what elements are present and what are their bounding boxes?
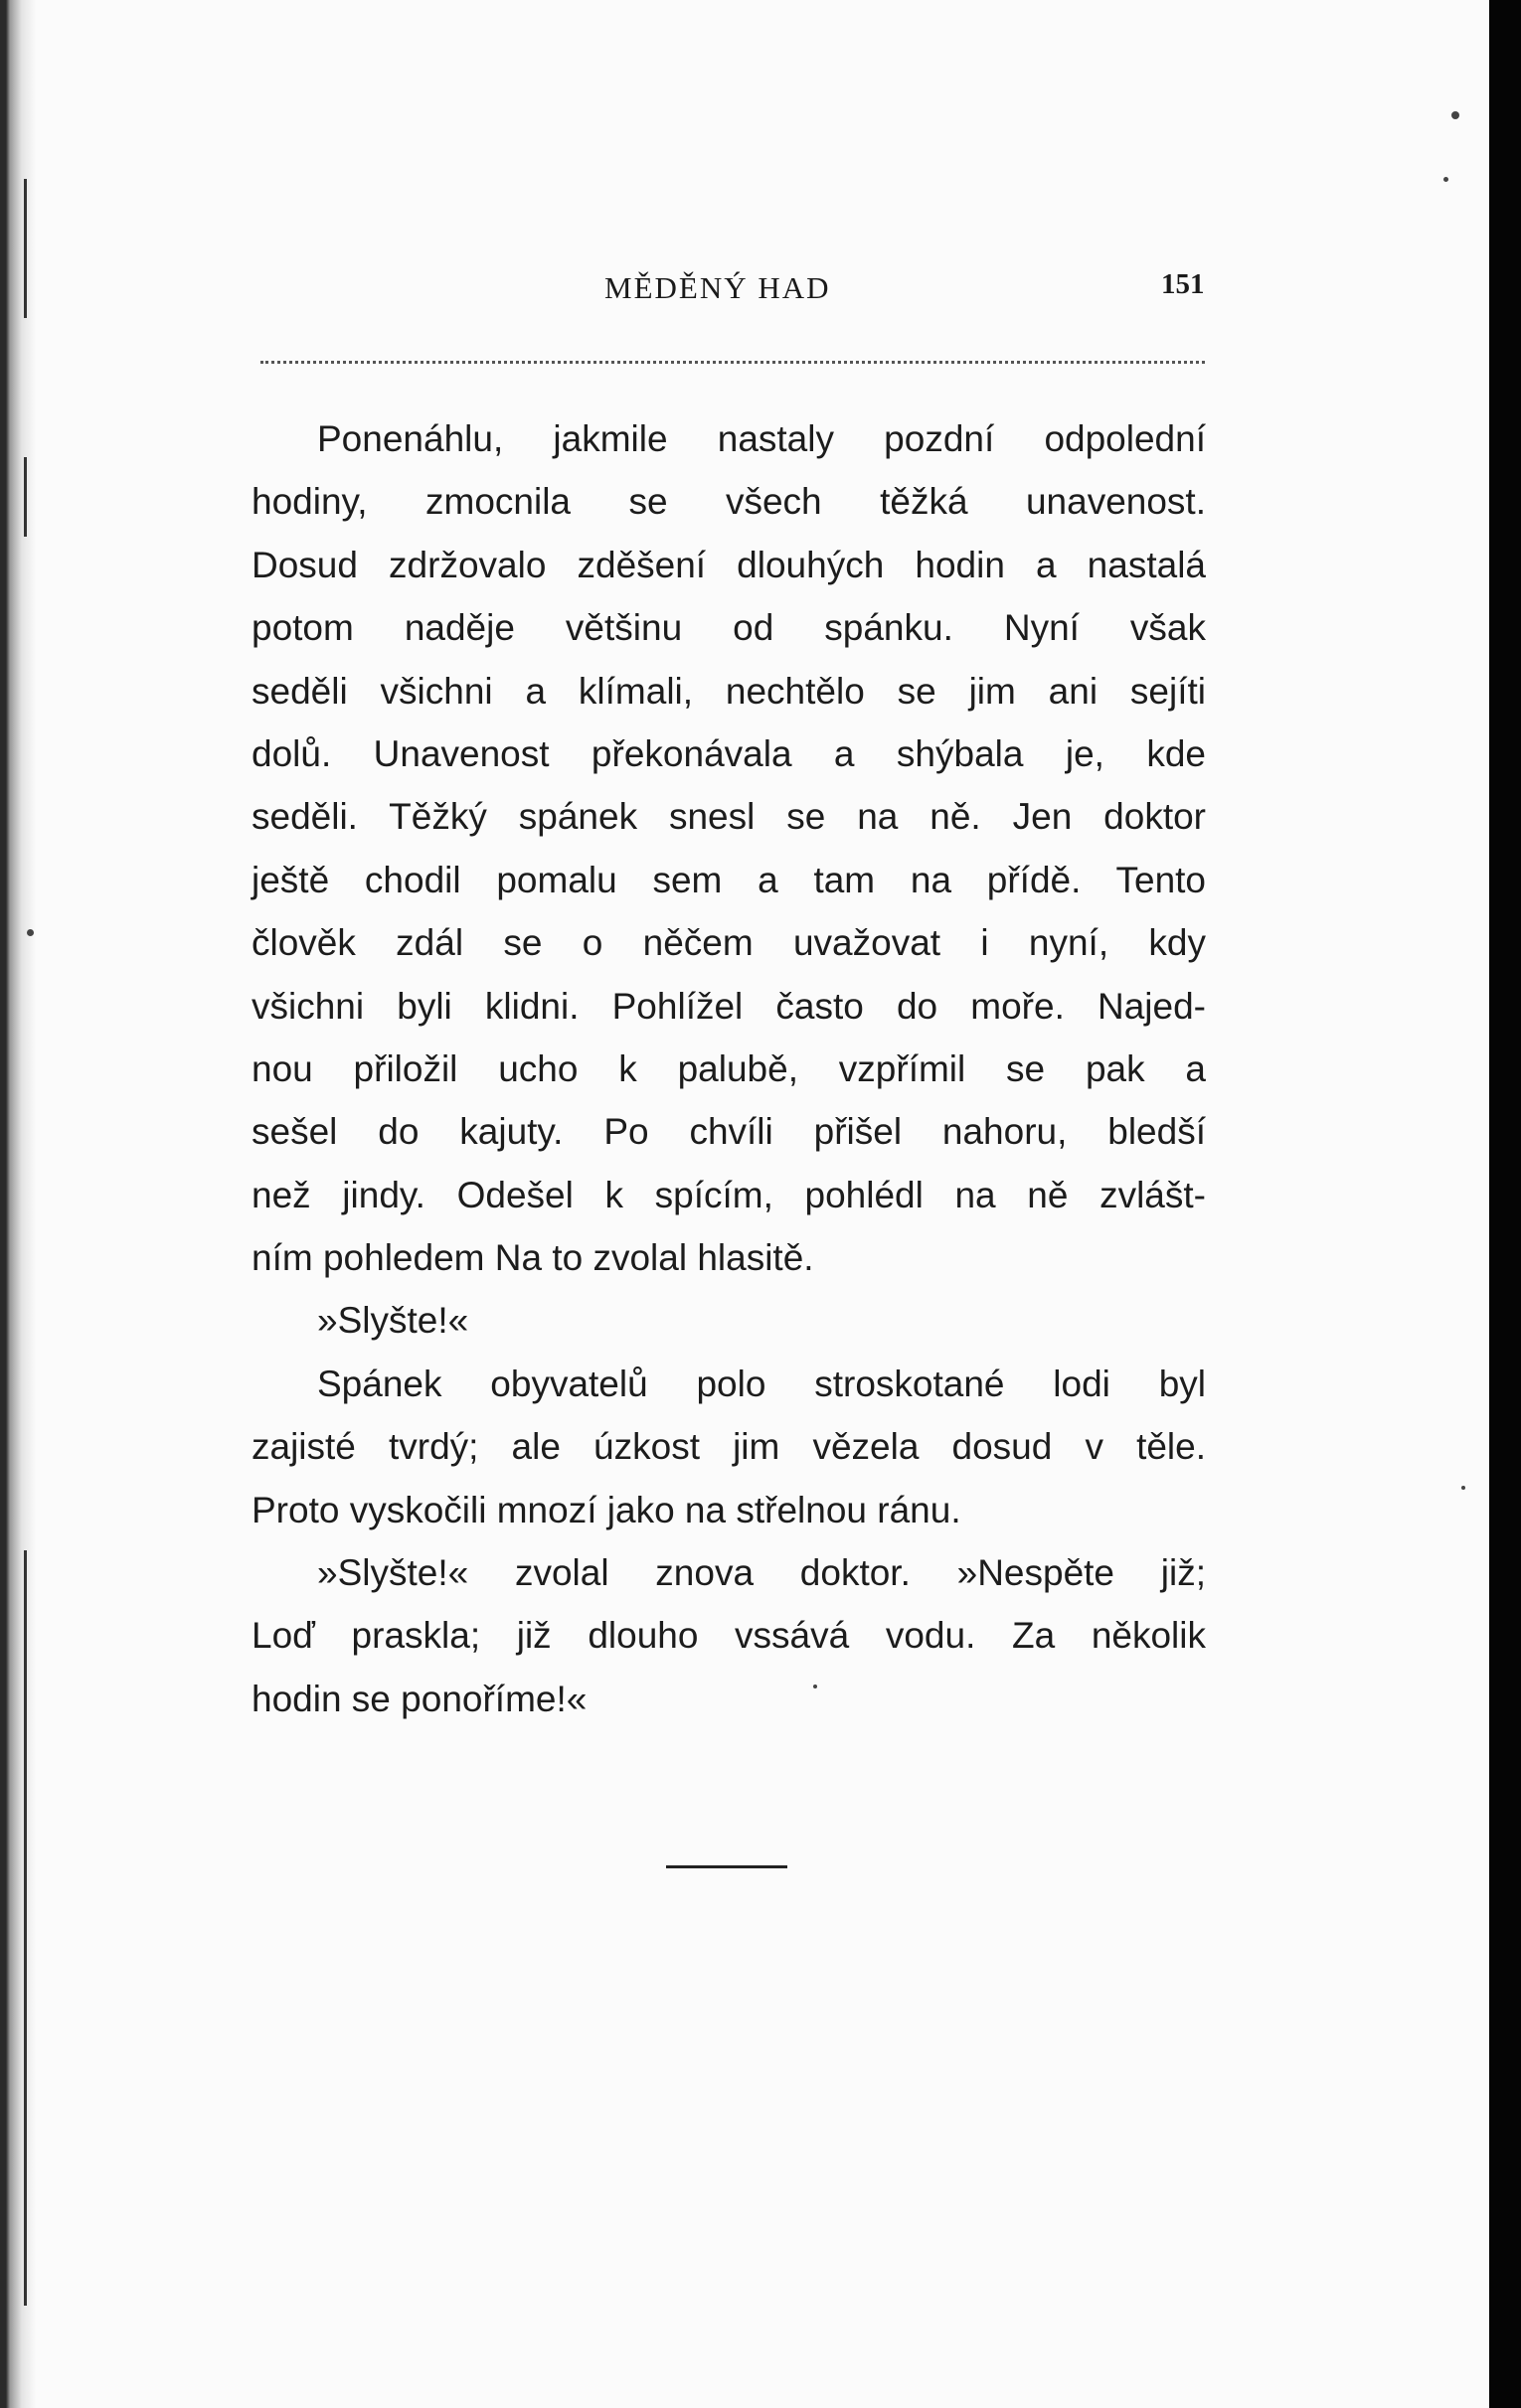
text-line: nou přiložil ucho k palubě, vzpřímil se pak a [252, 1047, 1206, 1089]
text-line: »Slyšte!« [317, 1300, 469, 1342]
text-line: všichni byli klidni. Pohlížel často do moře. Najed- [252, 985, 1206, 1027]
text-line: »Slyšte!« zvolal znova doktor. »Nespěte již; [317, 1552, 1206, 1594]
text-line: ještě chodil pomalu sem a tam na přídě. Tento [252, 859, 1206, 900]
running-head: MĚDĚNÝ HAD [604, 270, 831, 305]
page-edge-mark [24, 1550, 27, 2306]
page-edge-mark [24, 179, 27, 318]
text-line: hodin se ponoříme!« [252, 1678, 588, 1719]
text-line: seděli všichni a klímali, nechtělo se jim ani sejíti [252, 670, 1206, 712]
paragraph [252, 407, 1206, 1289]
text-line: Loď praskla; již dlouho vssává vodu. Za několik [252, 1615, 1206, 1657]
page-edge-mark [24, 457, 27, 537]
header-divider [260, 361, 1205, 364]
text-line: potom naděje většinu od spánku. Nyní však [252, 607, 1206, 649]
text-line: sešel do kajuty. Po chvíli přišel nahoru, bledší [252, 1111, 1206, 1153]
spine-shadow [0, 0, 36, 2408]
text-line: Ponenáhlu, jakmile nastaly pozdní odpolední [317, 418, 1206, 459]
page-number: 151 [1161, 268, 1205, 300]
text-line: dolů. Unavenost překonávala a shýbala je, kde [252, 732, 1206, 774]
paragraph [252, 1353, 1206, 1541]
paper-speck [1461, 1486, 1465, 1490]
paper-speck [1451, 111, 1459, 119]
text-line: člověk zdál se o něčem uvažovat i nyní, kdy [252, 922, 1206, 964]
paper-speck [27, 929, 34, 936]
paragraph [252, 1541, 1206, 1730]
scan-border [1489, 0, 1521, 2408]
text-line: Dosud zdržovalo zděšení dlouhých hodin a nastalá [252, 544, 1206, 585]
text-line: ním pohledem Na to zvolal hlasitě. [252, 1237, 814, 1279]
text-line: zajisté tvrdý; ale úzkost jim vězela dosud v těle. [252, 1426, 1206, 1468]
text-line: hodiny, zmocnila se všech těžká unavenost. [252, 481, 1206, 523]
paper-speck [1443, 177, 1448, 182]
body-text [252, 407, 1206, 1730]
paragraph [252, 1289, 1206, 1352]
text-line: Proto vyskočili mnozí jako na střelnou ránu. [252, 1489, 961, 1530]
text-line: seděli. Těžký spánek snesl se na ně. Jen doktor [252, 796, 1206, 838]
text-line: Spánek obyvatelů polo stroskotané lodi byl [317, 1363, 1206, 1404]
text-line: než jindy. Odešel k spícím, pohlédl na ně zvlášt- [252, 1174, 1206, 1215]
end-of-chapter-rule [666, 1865, 787, 1868]
